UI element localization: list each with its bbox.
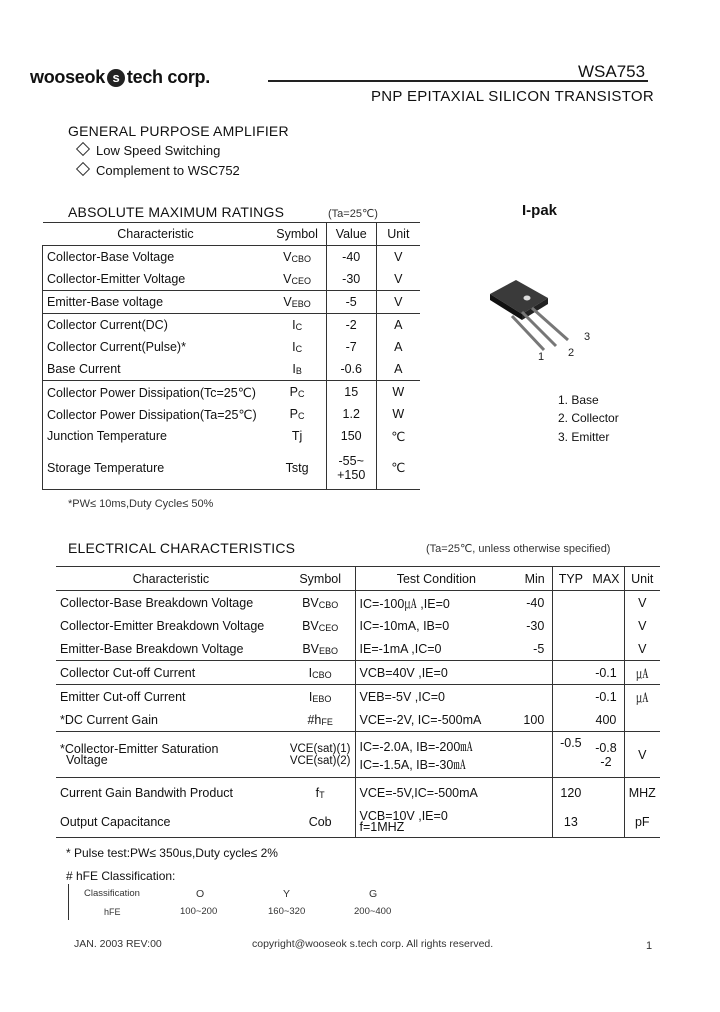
table-cell: Collector-Emitter Breakdown Voltage bbox=[60, 618, 265, 633]
table-header-row bbox=[43, 223, 421, 246]
cell-text: #h bbox=[307, 712, 322, 727]
table-cell: 15 bbox=[326, 381, 376, 404]
table-cell: Emitter-Base voltage bbox=[43, 291, 269, 314]
table-cell: A bbox=[376, 314, 420, 337]
diamond-bullet-icon bbox=[76, 162, 90, 176]
cell-text: -0.8 bbox=[595, 740, 617, 755]
cell-text: BV bbox=[302, 641, 319, 656]
table-cell bbox=[268, 381, 326, 404]
table-cell: A bbox=[376, 336, 420, 358]
col-header: Test Condition bbox=[355, 567, 517, 591]
table-cell bbox=[286, 685, 355, 709]
table-cell: Collector Current(DC) bbox=[43, 314, 269, 337]
table-cell bbox=[553, 614, 589, 637]
elec-table bbox=[56, 566, 660, 838]
cell-text: EBO bbox=[312, 693, 332, 704]
table-cell bbox=[286, 661, 355, 685]
table-cell bbox=[268, 291, 326, 314]
table-cell: V bbox=[624, 732, 660, 778]
table-cell: ㎂ bbox=[624, 661, 660, 685]
table-cell bbox=[588, 778, 624, 808]
cell-text: BV bbox=[302, 618, 319, 633]
cell-text: VCB=10V ,IE=0 bbox=[359, 809, 448, 824]
intro-title: GENERAL PURPOSE AMPLIFIER bbox=[68, 123, 289, 139]
cell-text: +150 bbox=[337, 467, 366, 482]
pin-number-label: 3 bbox=[584, 331, 591, 343]
cell-text: P bbox=[289, 407, 298, 421]
table-cell bbox=[268, 447, 326, 489]
table-row bbox=[56, 685, 660, 709]
table-cell: -5 bbox=[326, 291, 376, 314]
cell-text: CBO bbox=[291, 254, 312, 264]
hfe-class-name: Y bbox=[283, 888, 291, 900]
hfe-class-range: 160~320 bbox=[268, 906, 306, 917]
table-cell: ℃ bbox=[376, 425, 420, 447]
table-cell: VCB=40V ,IE=0 bbox=[355, 661, 517, 685]
footer-date: JAN. 2003 REV:00 bbox=[74, 938, 162, 950]
table-row bbox=[56, 661, 660, 685]
table-cell: Collector-Emitter Voltage bbox=[43, 268, 269, 291]
table-cell: -0.1 bbox=[595, 665, 617, 680]
feature-item: Complement to WSC752 bbox=[78, 163, 240, 178]
col-header: Symbol bbox=[299, 571, 341, 586]
pin-list-item: 1. Base bbox=[558, 393, 599, 407]
cell-text: B bbox=[295, 366, 302, 376]
brand-mark: s bbox=[107, 69, 125, 87]
table-cell: -5 bbox=[533, 641, 545, 656]
table-cell: ℃ bbox=[376, 447, 420, 489]
cell-text: IC=-2.0A, IB=-200㎃ bbox=[359, 739, 473, 754]
col-header: MAX bbox=[592, 571, 620, 586]
col-header: Symbol bbox=[276, 227, 318, 241]
table-row bbox=[56, 591, 660, 615]
table-cell bbox=[355, 808, 517, 838]
abs-max-note: *PW≤ 10ms,Duty Cycle≤ 50% bbox=[68, 498, 214, 510]
col-header: Value bbox=[326, 223, 376, 246]
cell-text: I bbox=[292, 318, 296, 332]
package-title: I-pak bbox=[522, 202, 558, 219]
cell-text: V bbox=[283, 295, 292, 309]
table-cell bbox=[553, 591, 589, 615]
table-cell: W bbox=[376, 403, 420, 425]
table-cell: V bbox=[624, 637, 660, 661]
table-cell: pF bbox=[624, 808, 660, 838]
pin-list-item: 3. Emitter bbox=[558, 430, 610, 444]
table-cell: V bbox=[624, 614, 660, 637]
table-row bbox=[43, 268, 421, 291]
table-cell bbox=[286, 614, 355, 637]
cell-text: I bbox=[308, 665, 313, 680]
table-cell: IC=-100㎂ ,IE=0 bbox=[355, 591, 517, 615]
table-cell: Storage Temperature bbox=[43, 447, 269, 489]
hfe-class-label: hFE bbox=[104, 907, 121, 917]
table-cell bbox=[326, 447, 376, 489]
table-row-saturation bbox=[56, 732, 660, 778]
table-cell: V bbox=[376, 268, 420, 291]
table-cell bbox=[624, 708, 660, 732]
table-cell bbox=[553, 708, 589, 732]
cell-text: f=1MHZ bbox=[359, 820, 405, 835]
cell-text: I bbox=[292, 362, 296, 376]
table-cell: A bbox=[376, 358, 420, 381]
table-cell bbox=[517, 732, 553, 778]
table-cell: Base Current bbox=[43, 358, 269, 381]
table-cell: 1.2 bbox=[326, 403, 376, 425]
table-cell: Collector Power Dissipation(Ta=25℃) bbox=[43, 403, 269, 425]
cell-text: -2 bbox=[600, 754, 612, 769]
table-cell bbox=[517, 808, 553, 838]
table-cell: VCE=-2V, IC=-500mA bbox=[355, 708, 517, 732]
pin-number-label: 1 bbox=[538, 351, 545, 363]
transistor-package-drawing bbox=[480, 268, 600, 368]
hfe-class-divider bbox=[68, 884, 69, 920]
table-cell bbox=[268, 425, 326, 447]
page-number: 1 bbox=[646, 940, 653, 952]
table-row bbox=[43, 381, 421, 404]
pin-list-item: 2. Collector bbox=[558, 411, 619, 425]
hfe-class-name: G bbox=[369, 888, 378, 900]
diamond-bullet-icon bbox=[76, 142, 90, 156]
cell-text: T bbox=[319, 789, 325, 800]
table-cell: *DC Current Gain bbox=[60, 712, 158, 727]
cell-text: f bbox=[315, 785, 320, 800]
table-cell bbox=[517, 685, 553, 709]
cell-text: P bbox=[289, 385, 298, 399]
table-cell bbox=[588, 614, 624, 637]
part-number: WSA753 bbox=[578, 62, 646, 81]
table-row bbox=[43, 336, 421, 358]
abs-max-table bbox=[42, 222, 420, 490]
cell-text: CBO bbox=[318, 599, 339, 610]
table-cell: Current Gain Bandwith Product bbox=[60, 785, 234, 800]
table-cell bbox=[268, 336, 326, 358]
cell-text: *Collector-Emitter Saturation bbox=[60, 742, 219, 756]
table-row bbox=[43, 425, 421, 447]
table-row bbox=[56, 708, 660, 732]
hfe-class-name: O bbox=[196, 888, 205, 900]
table-cell bbox=[56, 732, 286, 778]
cell-text: EBO bbox=[291, 299, 311, 309]
table-row bbox=[56, 808, 660, 838]
table-cell bbox=[286, 778, 355, 808]
table-cell bbox=[588, 808, 624, 838]
table-cell: -7 bbox=[326, 336, 376, 358]
table-cell bbox=[355, 732, 517, 778]
col-header: TYP bbox=[553, 567, 589, 591]
table-cell: 150 bbox=[326, 425, 376, 447]
cell-text: IC=-1.5A, IB=-30㎃ bbox=[359, 757, 466, 772]
cell-text: V bbox=[283, 272, 292, 286]
brand-name-left: wooseok bbox=[30, 67, 105, 87]
table-cell: IC=-10mA, IB=0 bbox=[355, 614, 517, 637]
table-cell: -0.5 bbox=[553, 732, 589, 778]
cell-text: Tj bbox=[291, 429, 303, 443]
table-cell: Collector Current(Pulse)* bbox=[43, 336, 269, 358]
cell-text: BV bbox=[302, 595, 319, 610]
table-cell: -40 bbox=[326, 246, 376, 269]
table-cell: 100 bbox=[523, 712, 545, 727]
table-row bbox=[43, 314, 421, 337]
cell-text: C bbox=[295, 344, 303, 354]
cell-text: V bbox=[283, 250, 292, 264]
cell-text: VCE(sat)(1) bbox=[289, 742, 351, 755]
footer-copyright: copyright@wooseok s.tech corp. All rights reserved. bbox=[252, 938, 494, 950]
table-cell: W bbox=[376, 381, 420, 404]
table-cell: Cob bbox=[308, 815, 332, 830]
hfe-class-label: Classification bbox=[84, 888, 140, 899]
feature-item: Low Speed Switching bbox=[78, 143, 220, 158]
cell-text: VCE(sat)(2) bbox=[289, 754, 351, 767]
table-cell: 13 bbox=[553, 808, 589, 838]
table-cell: -30 bbox=[326, 268, 376, 291]
table-cell bbox=[268, 358, 326, 381]
col-header: Unit bbox=[624, 567, 660, 591]
device-subtitle: PNP EPITAXIAL SILICON TRANSISTOR bbox=[371, 88, 655, 105]
cell-text: Voltage bbox=[66, 753, 108, 767]
table-cell: Junction Temperature bbox=[43, 425, 269, 447]
table-cell: Output Capacitance bbox=[60, 815, 171, 830]
cell-text: FE bbox=[321, 716, 333, 727]
abs-max-title: ABSOLUTE MAXIMUM RATINGS bbox=[68, 204, 285, 220]
cell-text: C bbox=[298, 389, 305, 399]
table-cell: Collector-Base Breakdown Voltage bbox=[60, 595, 254, 610]
table-cell: IE=-1mA ,IC=0 bbox=[355, 637, 517, 661]
table-cell bbox=[286, 591, 355, 615]
table-cell: -2 bbox=[326, 314, 376, 337]
table-cell: VEB=-5V ,IC=0 bbox=[355, 685, 517, 709]
col-header: Characteristic bbox=[132, 571, 210, 586]
table-cell bbox=[268, 268, 326, 291]
table-row bbox=[43, 291, 421, 314]
elec-title: ELECTRICAL CHARACTERISTICS bbox=[68, 540, 296, 556]
table-cell bbox=[286, 732, 355, 778]
table-cell: 120 bbox=[553, 778, 589, 808]
cell-text: CBO bbox=[312, 669, 332, 680]
table-cell bbox=[268, 314, 326, 337]
table-cell: V bbox=[376, 291, 420, 314]
cell-text: C bbox=[295, 322, 303, 332]
table-cell: -30 bbox=[526, 618, 545, 633]
table-cell bbox=[588, 732, 624, 778]
table-cell bbox=[588, 637, 624, 661]
col-header: Min bbox=[524, 571, 545, 586]
cell-text: C bbox=[298, 411, 305, 421]
col-header: Unit bbox=[376, 223, 420, 246]
table-row bbox=[43, 358, 421, 381]
table-cell: ㎂ bbox=[624, 685, 660, 709]
cell-text: I bbox=[292, 340, 296, 354]
table-cell: V bbox=[376, 246, 420, 269]
table-header-row bbox=[56, 567, 660, 591]
col-header: Characteristic bbox=[117, 227, 194, 241]
table-cell bbox=[553, 685, 589, 709]
table-row bbox=[56, 778, 660, 808]
table-cell bbox=[588, 591, 624, 615]
table-cell bbox=[517, 778, 553, 808]
table-cell: 400 bbox=[595, 712, 617, 727]
cell-text: EBO bbox=[319, 645, 339, 656]
table-cell bbox=[553, 661, 589, 685]
cell-text: I bbox=[308, 689, 313, 704]
cell-text: CEO bbox=[318, 622, 339, 633]
pin-number-label: 2 bbox=[568, 347, 575, 359]
table-cell: Emitter Cut-off Current bbox=[60, 689, 186, 704]
table-cell bbox=[286, 637, 355, 661]
table-cell bbox=[286, 708, 355, 732]
table-cell: Collector-Base Voltage bbox=[43, 246, 269, 269]
table-cell bbox=[268, 403, 326, 425]
cell-text: -55~ bbox=[338, 453, 364, 468]
company-logo bbox=[30, 67, 210, 88]
table-cell: -0.1 bbox=[595, 689, 617, 704]
table-cell bbox=[553, 637, 589, 661]
table-row bbox=[43, 403, 421, 425]
cell-text: CEO bbox=[291, 276, 312, 286]
table-cell: -40 bbox=[526, 595, 545, 610]
table-cell bbox=[268, 246, 326, 269]
cell-text: Tstg bbox=[285, 460, 309, 475]
table-cell: Collector Cut-off Current bbox=[60, 665, 196, 680]
elec-condition: (Ta=25℃, unless otherwise specified) bbox=[426, 543, 611, 555]
table-cell: Emitter-Base Breakdown Voltage bbox=[60, 641, 244, 656]
hfe-class-title: # hFE Classification: bbox=[66, 869, 176, 883]
table-cell: VCE=-5V,IC=-500mA bbox=[355, 778, 517, 808]
table-row bbox=[43, 447, 421, 489]
table-row bbox=[56, 637, 660, 661]
table-cell: V bbox=[624, 591, 660, 615]
table-cell: -0.6 bbox=[326, 358, 376, 381]
hfe-class-range: 100~200 bbox=[180, 906, 218, 917]
table-row bbox=[43, 246, 421, 269]
hfe-class-range: 200~400 bbox=[354, 906, 392, 917]
table-row bbox=[56, 614, 660, 637]
table-cell bbox=[517, 661, 553, 685]
table-cell: MHZ bbox=[624, 778, 660, 808]
pulse-test-note: * Pulse test:PW≤ 350us,Duty cycle≤ 2% bbox=[66, 846, 278, 860]
abs-max-condition: (Ta=25℃) bbox=[328, 208, 378, 220]
brand-name-right: tech corp. bbox=[126, 67, 210, 87]
table-cell: Collector Power Dissipation(Tc=25℃) bbox=[43, 381, 269, 404]
